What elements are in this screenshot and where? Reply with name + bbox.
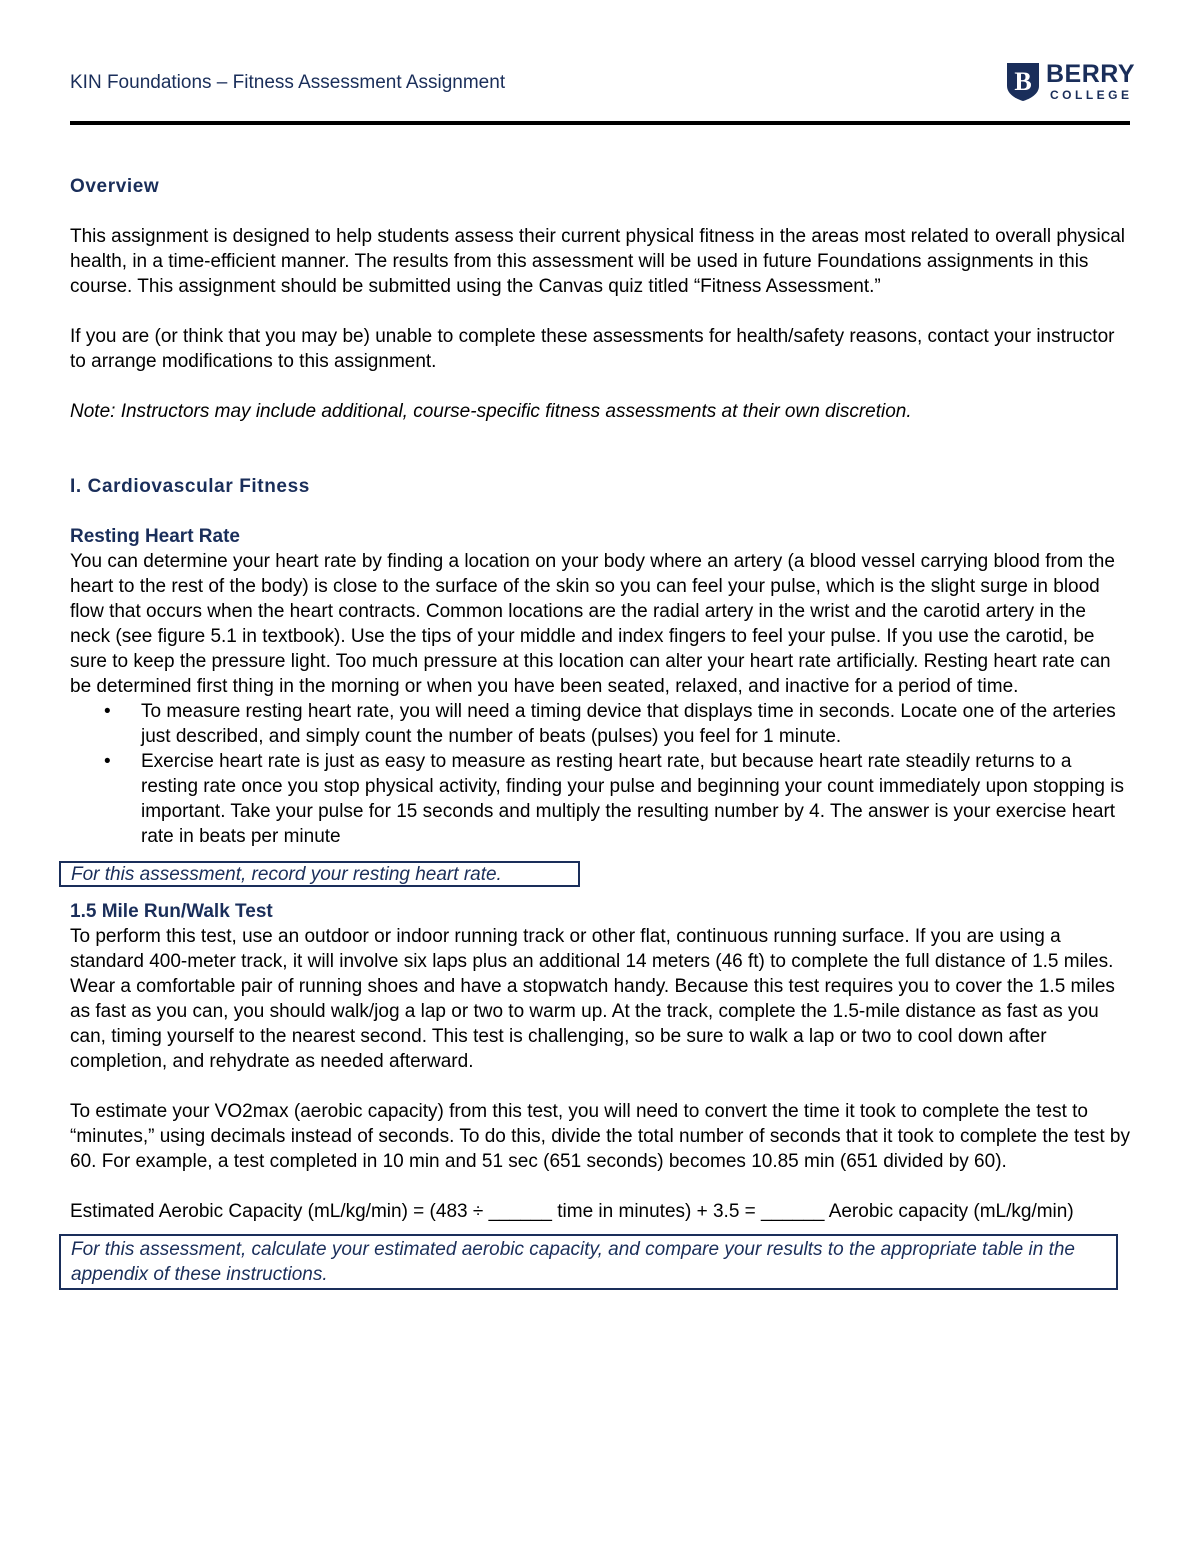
instructor-note: Note: Instructors may include additional, course-specific fitness assessments at their own discretion. <box>70 401 912 422</box>
shield-icon <box>1006 62 1040 102</box>
overview-heading: Overview <box>70 176 160 197</box>
resting-hr-callout: For this assessment, record your resting heart rate. <box>59 861 580 887</box>
shield-letter: B <box>1014 67 1032 96</box>
run-walk-body: To perform this test, use an outdoor or indoor running track or other flat, continuous running surface. If you are using a standard 400-meter track, it will involve six laps plus an additional 14 meters (46 ft) to complete the full distance of 1.5 miles. Wear a comfortable pair of running shoes and have a stopwatch handy. Because this test requires you to cover the 1.5 miles as fast as you can, you should walk/jog a lap or two to warm up. At the track, complete the 1.5-mile distance as fast as you can, timing yourself to the nearest second. This test is challenging, so be sure to walk a lap or two to cool down after completion, and rehydrate as needed afterward. <box>70 926 1115 1072</box>
heart-rate-bullets <box>70 699 1130 849</box>
resting-heart-rate-heading: Resting Heart Rate <box>70 526 240 547</box>
overview-paragraph-1: This assignment is designed to help students assess their current physical fitness in the areas most related to overall physical health, in a time-efficient manner. The results from this assessment will be used in future Foundations assignments in this course. This assignment should be submitted using the Canvas quiz titled “Fitness Assessment.” <box>70 226 1126 297</box>
logo-subtitle: COLLEGE <box>1050 88 1133 102</box>
aerobic-capacity-formula: Estimated Aerobic Capacity (mL/kg/min) = (483 ÷ ______ time in minutes) + 3.5 = ______ Aerobic capacity (mL/kg/min) <box>70 1201 1074 1222</box>
vo2max-body: To estimate your VO2max (aerobic capacity) from this test, you will need to convert the time it took to complete the test to “minutes,” using decimals instead of seconds. To do this, divide the total number of seconds that it took to complete the test by 60. For example, a test completed in 10 min and 51 sec (651 seconds) becomes 10.85 min (651 divided by 60). <box>70 1101 1131 1172</box>
overview-paragraph-2: If you are (or think that you may be) unable to complete these assessments for health/safety reasons, contact your instructor to arrange modifications to this assignment. <box>70 326 1115 372</box>
list-item: • To measure resting heart rate, you will need a timing device that displays time in seconds. Locate one of the arteries just described, and simply count the number of beats (pulses) you feel for 1 minute. <box>141 699 1130 749</box>
document-body <box>70 174 1130 1290</box>
aerobic-capacity-callout: For this assessment, calculate your estimated aerobic capacity, and compare your results to the appropriate table in the appendix of these instructions. <box>59 1234 1118 1290</box>
document-header-title: KIN Foundations – Fitness Assessment Assignment <box>70 72 506 93</box>
logo-wordmark: BERRY <box>1046 60 1136 88</box>
resting-heart-rate-body: You can determine your heart rate by finding a location on your body where an artery (a blood vessel carrying blood from the heart to the rest of the body) is close to the surface of the skin so you can feel your pulse, which is the slight surge in blood flow that occurs when the heart contracts. Common locations are the radial artery in the wrist and the carotid artery in the neck (see figure 5.1 in textbook). Use the tips of your middle and index fingers to feel your pulse. If you use the carotid, be sure to keep the pressure light. Too much pressure at this location can alter your heart rate artificially. Resting heart rate can be determined first thing in the morning or when you have been seated, relaxed, and inactive for a period of time. <box>70 551 1115 697</box>
cardio-heading: I. Cardiovascular Fitness <box>70 476 310 497</box>
list-item: • Exercise heart rate is just as easy to measure as resting heart rate, but because heart rate steadily returns to a resting rate once you stop physical activity, finding your pulse and beginning your count immediately upon stopping is important. Take your pulse for 15 seconds and multiply the resulting number by 4. The answer is your exercise heart rate in beats per minute <box>141 749 1130 849</box>
berry-college-logo <box>1006 60 1136 104</box>
run-walk-heading: 1.5 Mile Run/Walk Test <box>70 901 273 922</box>
header-rule <box>70 121 1130 125</box>
